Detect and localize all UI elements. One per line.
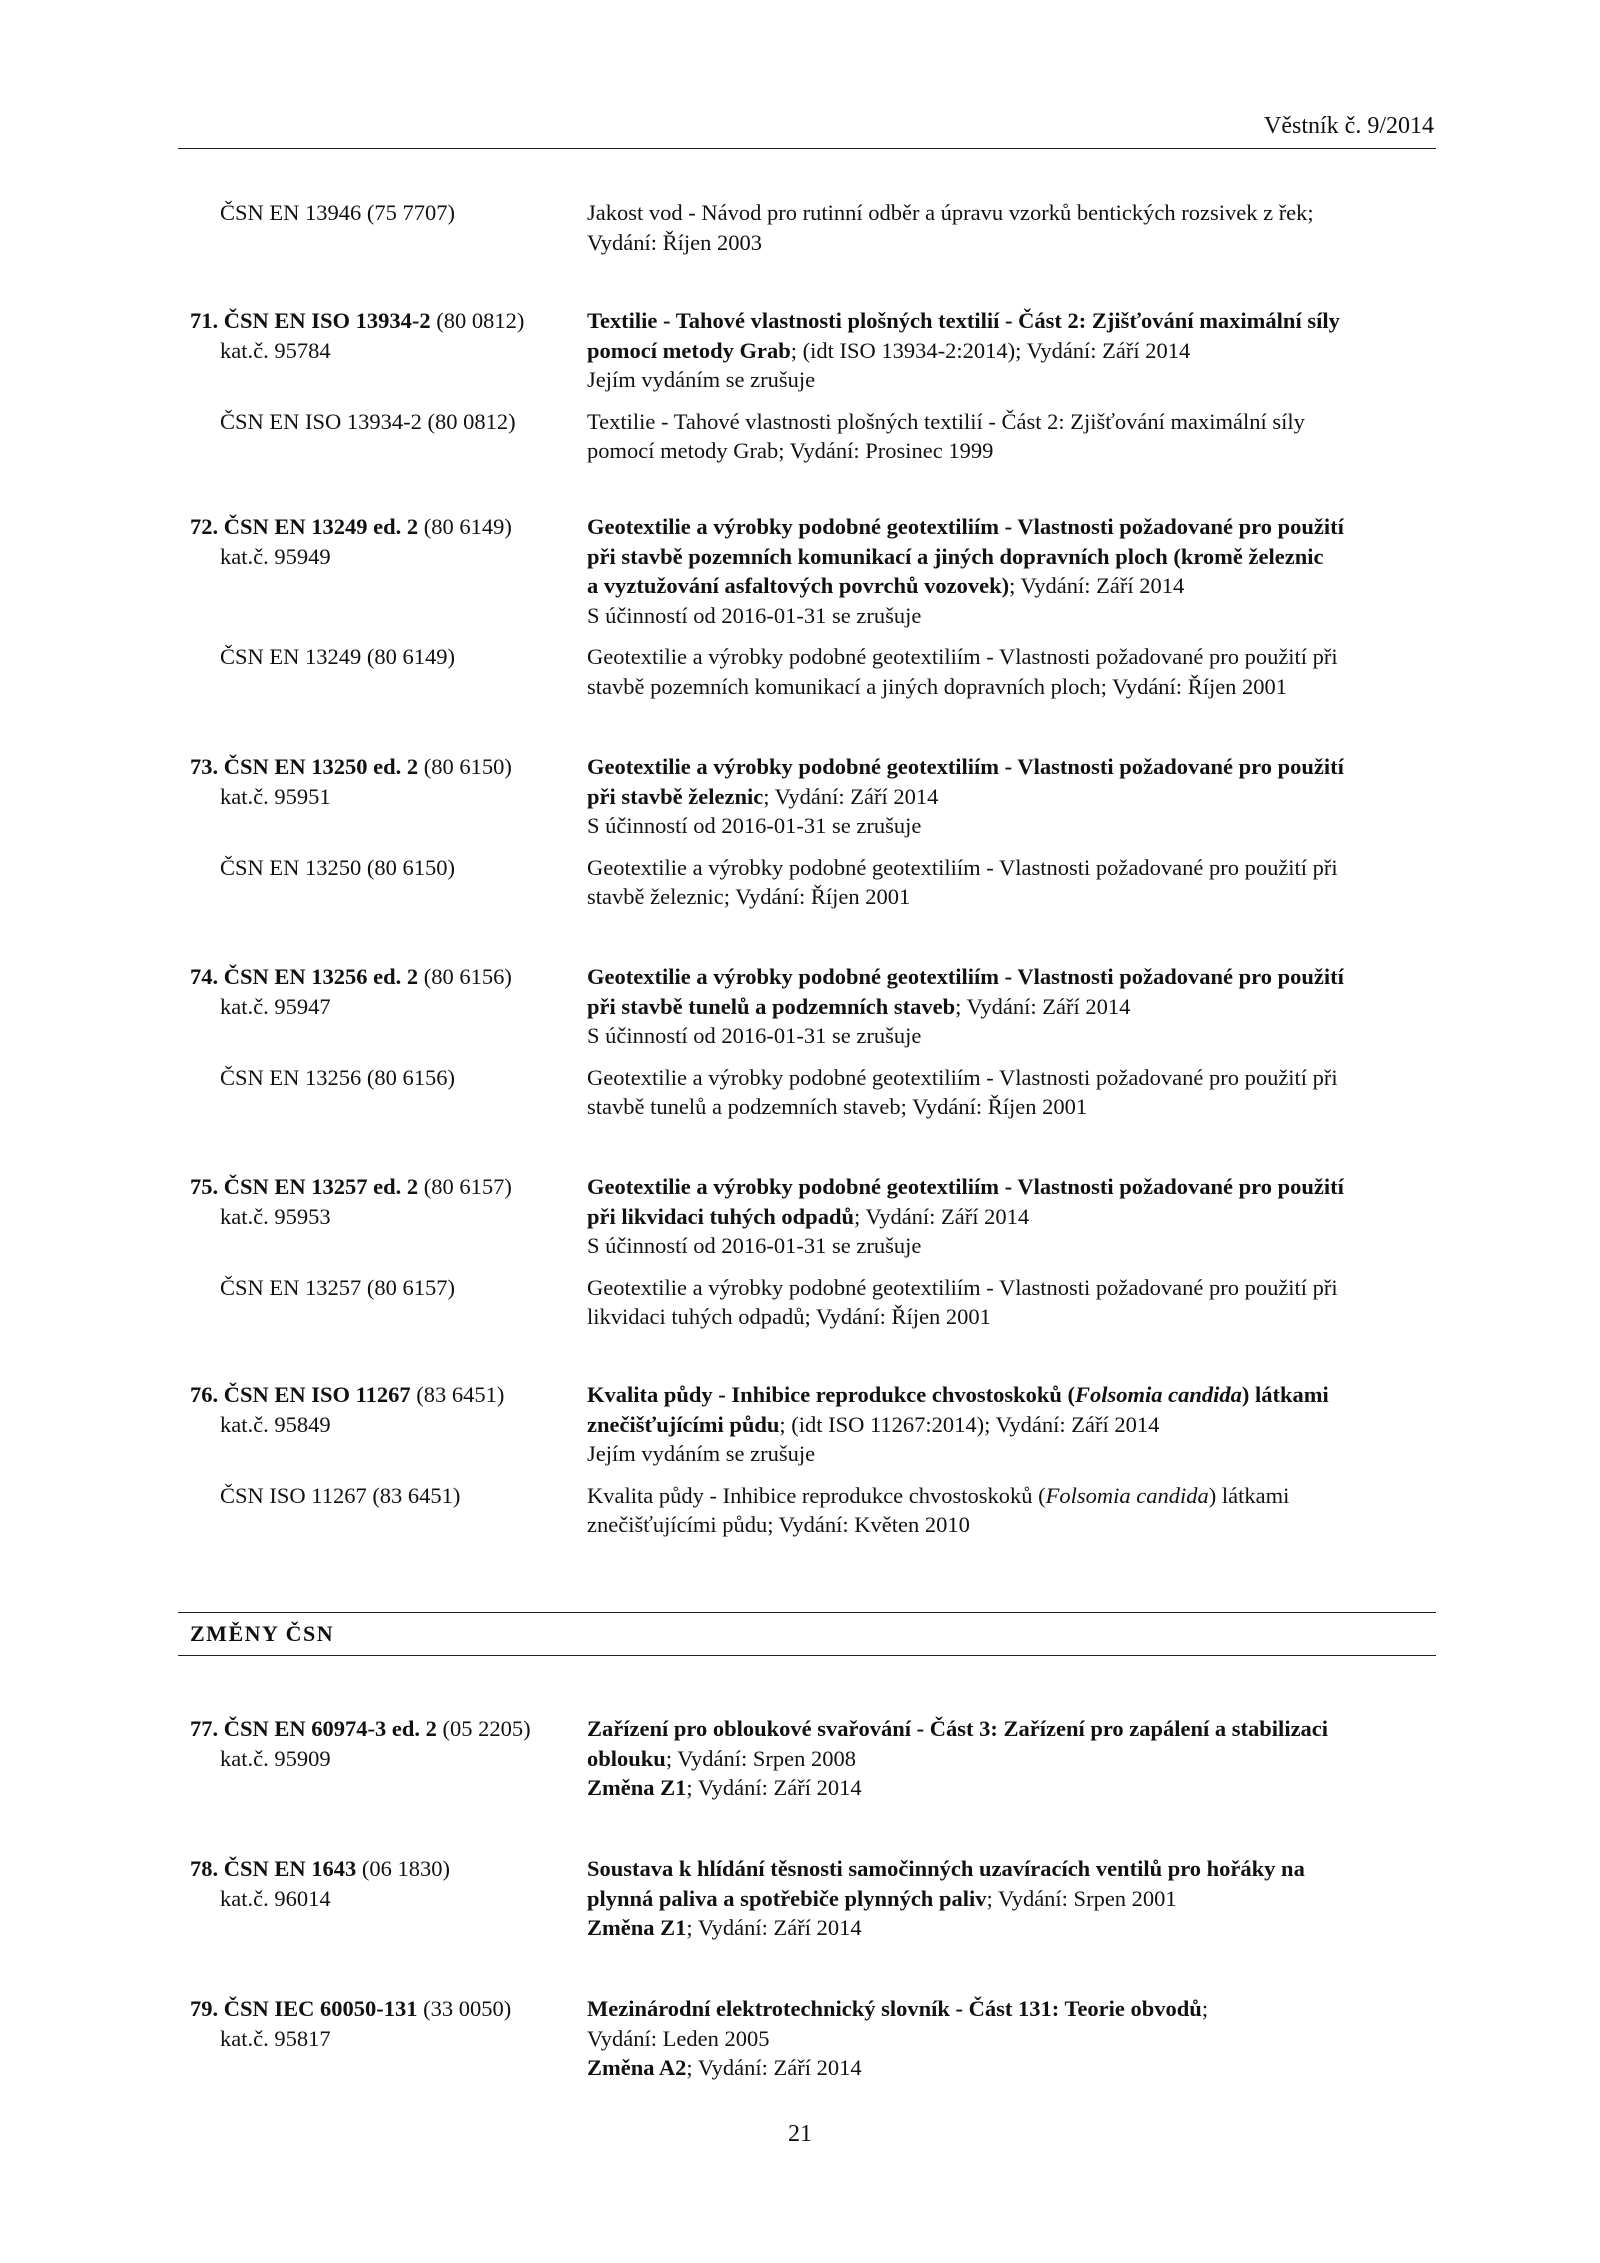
entry-identifier xyxy=(190,512,570,669)
entry-description xyxy=(587,1380,1436,1540)
title-bold: Geotextilie a výrobky podobné geotextiliím - Vlastnosti požadované pro použití xyxy=(587,754,1344,779)
page-header xyxy=(178,108,1436,149)
standard-code-bold: ČSN IEC 60050-131 xyxy=(223,1996,418,2021)
title-bold: Geotextilie a výrobky podobné geotextiliím - Vlastnosti požadované pro použití xyxy=(587,964,1344,989)
title-bold: Změna Z1 xyxy=(587,1915,687,1940)
title-line xyxy=(587,571,1436,601)
title-line xyxy=(587,2024,1436,2054)
standard-code-bold: ČSN EN 13257 ed. 2 xyxy=(223,1174,419,1199)
standard-code-bold: ČSN EN 60974-3 ed. 2 xyxy=(223,1716,437,1741)
title-bold: Zařízení pro obloukové svařování - Část 3: Zařízení pro zapálení a stabilizaci xyxy=(587,1716,1329,1741)
replaced-line: likvidaci tuhých odpadů; Vydání: Říjen 2001 xyxy=(587,1304,991,1329)
entry-identifier xyxy=(190,1854,570,1913)
title-plain: Vydání: Leden 2005 xyxy=(587,2025,770,2051)
catalog-number: kat.č. 95947 xyxy=(220,993,331,1019)
replaced-standard-description xyxy=(587,1063,1436,1122)
title-plain: ; Vydání: Září 2014 xyxy=(686,1775,862,1800)
replaced-standard-description xyxy=(587,407,1436,466)
title-plain: ; Vydání: Září 2014 xyxy=(853,1203,1030,1229)
cancellation-note: S účinností od 2016-01-31 se zrušuje xyxy=(587,1233,922,1258)
replaced-standard-description xyxy=(587,198,1436,257)
classification-code: (05 2205) xyxy=(436,1716,531,1741)
title-plain: ; Vydání: Září 2014 xyxy=(1009,573,1185,598)
classification-code: (80 6157) xyxy=(418,1174,512,1199)
title-bold: Geotextilie a výrobky podobné geotextiliím - Vlastnosti požadované pro použití xyxy=(587,1174,1344,1199)
replaced-standard-code: ČSN EN 13256 (80 6156) xyxy=(220,1064,455,1090)
entry-number: 76. xyxy=(190,1382,224,1407)
replaced-line: Geotextilie a výrobky podobné geotextiliím - Vlastnosti požadované pro použití při xyxy=(587,644,1338,669)
entry-number: 74. xyxy=(190,964,224,989)
bulletin-title: Věstník č. 9/2014 xyxy=(1264,113,1434,139)
title-bold: při stavbě pozemních komunikací a jiných dopravních ploch (kromě železnic xyxy=(587,543,1324,569)
title-line xyxy=(587,512,1436,542)
standard-code xyxy=(190,1714,570,1744)
replaced-line: znečišťujícími půdu; Vydání: Květen 2010 xyxy=(587,1512,970,1537)
replaced-standard-description xyxy=(587,642,1436,701)
title-line xyxy=(587,306,1436,336)
title-line: Kvalita půdy - Inhibice reprodukce chvostoskoků (Folsomia candida) látkami xyxy=(587,1382,1329,1407)
replaced-standard-code: ČSN ISO 11267 (83 6451) xyxy=(220,1482,461,1508)
classification-code: (83 6451) xyxy=(410,1382,505,1407)
catalog-number: kat.č. 95909 xyxy=(220,1745,331,1771)
replaced-line: Jakost vod - Návod pro rutinní odběr a úpravu vzorků bentických rozsivek z řek; xyxy=(587,200,1314,225)
catalog-number: kat.č. 95951 xyxy=(220,783,331,809)
section-header xyxy=(178,1612,1436,1656)
standard-code-bold: ČSN EN 1643 xyxy=(223,1856,357,1881)
title-bold: Změna A2 xyxy=(587,2055,687,2080)
title-plain: ; Vydání: Září 2014 xyxy=(686,2055,862,2080)
replaced-line: Geotextilie a výrobky podobné geotextiliím - Vlastnosti požadované pro použití při xyxy=(587,1064,1338,1090)
page-number: 21 xyxy=(788,2121,812,2147)
standard-code-bold: ČSN EN ISO 11267 xyxy=(223,1382,411,1407)
title-line xyxy=(587,2053,1436,2083)
replaced-line: pomocí metody Grab; Vydání: Prosinec 1999 xyxy=(587,438,994,463)
title-line xyxy=(587,1913,1436,1943)
title-line xyxy=(587,1410,1436,1440)
cancellation-note: S účinností od 2016-01-31 se zrušuje xyxy=(587,813,922,838)
title-line xyxy=(587,1172,1436,1202)
title-plain: ; Vydání: Srpen 2001 xyxy=(986,1885,1177,1911)
classification-code: (06 1830) xyxy=(356,1856,451,1881)
title-line xyxy=(587,1884,1436,1914)
entry-number: 77. xyxy=(190,1716,224,1741)
title-line xyxy=(587,962,1436,992)
entry-number: 79. xyxy=(190,1996,224,2021)
title-bold: Geotextilie a výrobky podobné geotextiliím - Vlastnosti požadované pro použití xyxy=(587,514,1344,539)
title-plain: ; Vydání: Září 2014 xyxy=(955,993,1131,1019)
replaced-standard-code: ČSN EN 13250 (80 6150) xyxy=(220,854,455,880)
entry-description xyxy=(587,962,1436,1122)
replaced-standard-description xyxy=(587,853,1436,912)
section-title: ZMĚNY ČSN xyxy=(190,1621,335,1646)
standard-code xyxy=(190,1994,570,2024)
entry-identifier xyxy=(190,752,570,880)
title-plain: ; (idt ISO 13934-2:2014); Vydání: Září 2014 xyxy=(790,337,1191,363)
entry-description xyxy=(587,1854,1436,1943)
standard-code xyxy=(190,962,570,992)
title-bold: Změna Z1 xyxy=(587,1775,687,1800)
replaced-standard-code: ČSN EN 13249 (80 6149) xyxy=(220,644,455,669)
entry-identifier xyxy=(190,306,570,434)
title-bold: znečišťujícími půdu xyxy=(587,1411,780,1437)
entry-description xyxy=(587,306,1436,466)
standard-code xyxy=(190,1172,570,1202)
catalog-number: kat.č. 95784 xyxy=(220,337,331,363)
replaced-standard-description xyxy=(587,1273,1436,1332)
entry-identifier xyxy=(190,962,570,1090)
title-line xyxy=(587,782,1436,812)
standard-code xyxy=(190,512,570,542)
replaced-line: Geotextilie a výrobky podobné geotextiliím - Vlastnosti požadované pro použití při xyxy=(587,854,1338,880)
title-line xyxy=(587,336,1436,366)
title-bold: plynná paliva a spotřebiče plynných paliv xyxy=(587,1885,987,1911)
title-bold: při likvidaci tuhých odpadů xyxy=(587,1203,854,1229)
title-bold: Soustava k hlídání těsnosti samočinných uzavíracích ventilů pro hořáky na xyxy=(587,1856,1305,1881)
replaced-standard-description xyxy=(587,1481,1436,1540)
replaced-line: stavbě železnic; Vydání: Říjen 2001 xyxy=(587,884,911,909)
title-plain: ; Vydání: Srpen 2008 xyxy=(665,1745,857,1771)
title-plain: ; (idt ISO 11267:2014); Vydání: Září 2014 xyxy=(779,1411,1160,1437)
title-bold: pomocí metody Grab xyxy=(587,337,791,363)
catalog-number: kat.č. 95949 xyxy=(220,543,331,569)
title-bold: při stavbě železnic xyxy=(587,783,764,809)
title-line xyxy=(587,1854,1436,1884)
title-line xyxy=(587,542,1436,572)
entry-description xyxy=(587,1714,1436,1803)
entry-number: 73. xyxy=(190,754,224,779)
catalog-number: kat.č. 95817 xyxy=(220,2025,331,2051)
classification-code: (33 0050) xyxy=(417,1996,512,2021)
cancellation-note: S účinností od 2016-01-31 se zrušuje xyxy=(587,602,922,628)
title-line xyxy=(587,1994,1436,2024)
entry-description xyxy=(587,512,1436,701)
title-line xyxy=(587,1773,1436,1803)
catalog-number: kat.č. 95953 xyxy=(220,1203,331,1229)
title-line xyxy=(587,992,1436,1022)
replaced-standard-code: ČSN EN 13257 (80 6157) xyxy=(220,1274,455,1300)
replaced-line: Vydání: Říjen 2003 xyxy=(587,229,762,255)
classification-code: (80 6156) xyxy=(418,964,512,989)
replaced-line: Kvalita půdy - Inhibice reprodukce chvostoskoků (Folsomia candida) látkami xyxy=(587,1482,1290,1508)
standard-code-bold: ČSN EN 13249 ed. 2 xyxy=(223,514,419,539)
standard-code xyxy=(190,1854,570,1884)
standard-code-bold: ČSN EN 13250 ed. 2 xyxy=(223,754,419,779)
entry-number: 72. xyxy=(190,514,224,539)
entry-identifier xyxy=(190,1994,570,2053)
title-line xyxy=(587,1202,1436,1232)
replaced-line: Textilie - Tahové vlastnosti plošných textilií - Část 2: Zjišťování maximální síly xyxy=(587,408,1305,434)
entry-number: 75. xyxy=(190,1174,224,1199)
catalog-number: kat.č. 96014 xyxy=(220,1885,331,1911)
title-bold: Mezinárodní elektrotechnický slovník - Část 131: Teorie obvodů xyxy=(587,1996,1202,2021)
title-bold: a vyztužování asfaltových povrchů vozovek) xyxy=(587,573,1010,598)
cancellation-note: S účinností od 2016-01-31 se zrušuje xyxy=(587,1023,922,1048)
entry-description xyxy=(587,198,1436,257)
standard-code xyxy=(190,752,570,782)
title-line xyxy=(587,1714,1436,1744)
entry-number: 78. xyxy=(190,1856,224,1881)
entry-identifier xyxy=(190,1172,570,1300)
standard-code xyxy=(190,306,570,336)
title-line xyxy=(587,752,1436,782)
replaced-standard-code: ČSN EN 13946 (75 7707) xyxy=(220,200,455,225)
cancellation-note: Jejím vydáním se zrušuje xyxy=(587,367,816,392)
standard-code-bold: ČSN EN ISO 13934-2 xyxy=(223,308,431,333)
cancellation-note: Jejím vydáním se zrušuje xyxy=(587,1441,816,1466)
entry-description xyxy=(587,1172,1436,1332)
standard-code xyxy=(190,1380,570,1410)
title-bold: při stavbě tunelů a podzemních staveb xyxy=(587,993,956,1019)
title-bold: oblouku xyxy=(587,1745,666,1771)
title-line xyxy=(587,1744,1436,1774)
catalog-number: kat.č. 95849 xyxy=(220,1411,331,1437)
title-plain: ; xyxy=(1201,1996,1209,2021)
entry-identifier xyxy=(190,1380,570,1508)
replaced-standard-code: ČSN EN ISO 13934-2 (80 0812) xyxy=(220,408,516,434)
entry-number: 71. xyxy=(190,308,224,333)
replaced-line: stavbě tunelů a podzemních staveb; Vydání: Říjen 2001 xyxy=(587,1094,1088,1119)
standard-code-bold: ČSN EN 13256 ed. 2 xyxy=(223,964,419,989)
classification-code: (80 6150) xyxy=(418,754,512,779)
title-plain: ; Vydání: Září 2014 xyxy=(763,783,939,809)
entry-description xyxy=(587,1994,1436,2083)
replaced-line: stavbě pozemních komunikací a jiných dopravních ploch; Vydání: Říjen 2001 xyxy=(587,673,1288,699)
entry-identifier xyxy=(190,1714,570,1773)
title-plain: ; Vydání: Září 2014 xyxy=(686,1915,862,1940)
replaced-line: Geotextilie a výrobky podobné geotextiliím - Vlastnosti požadované pro použití při xyxy=(587,1274,1338,1300)
title-bold: Textilie - Tahové vlastnosti plošných textilií - Část 2: Zjišťování maximální síly xyxy=(587,308,1340,333)
classification-code: (80 6149) xyxy=(418,514,512,539)
entry-description xyxy=(587,752,1436,912)
classification-code: (80 0812) xyxy=(430,308,525,333)
